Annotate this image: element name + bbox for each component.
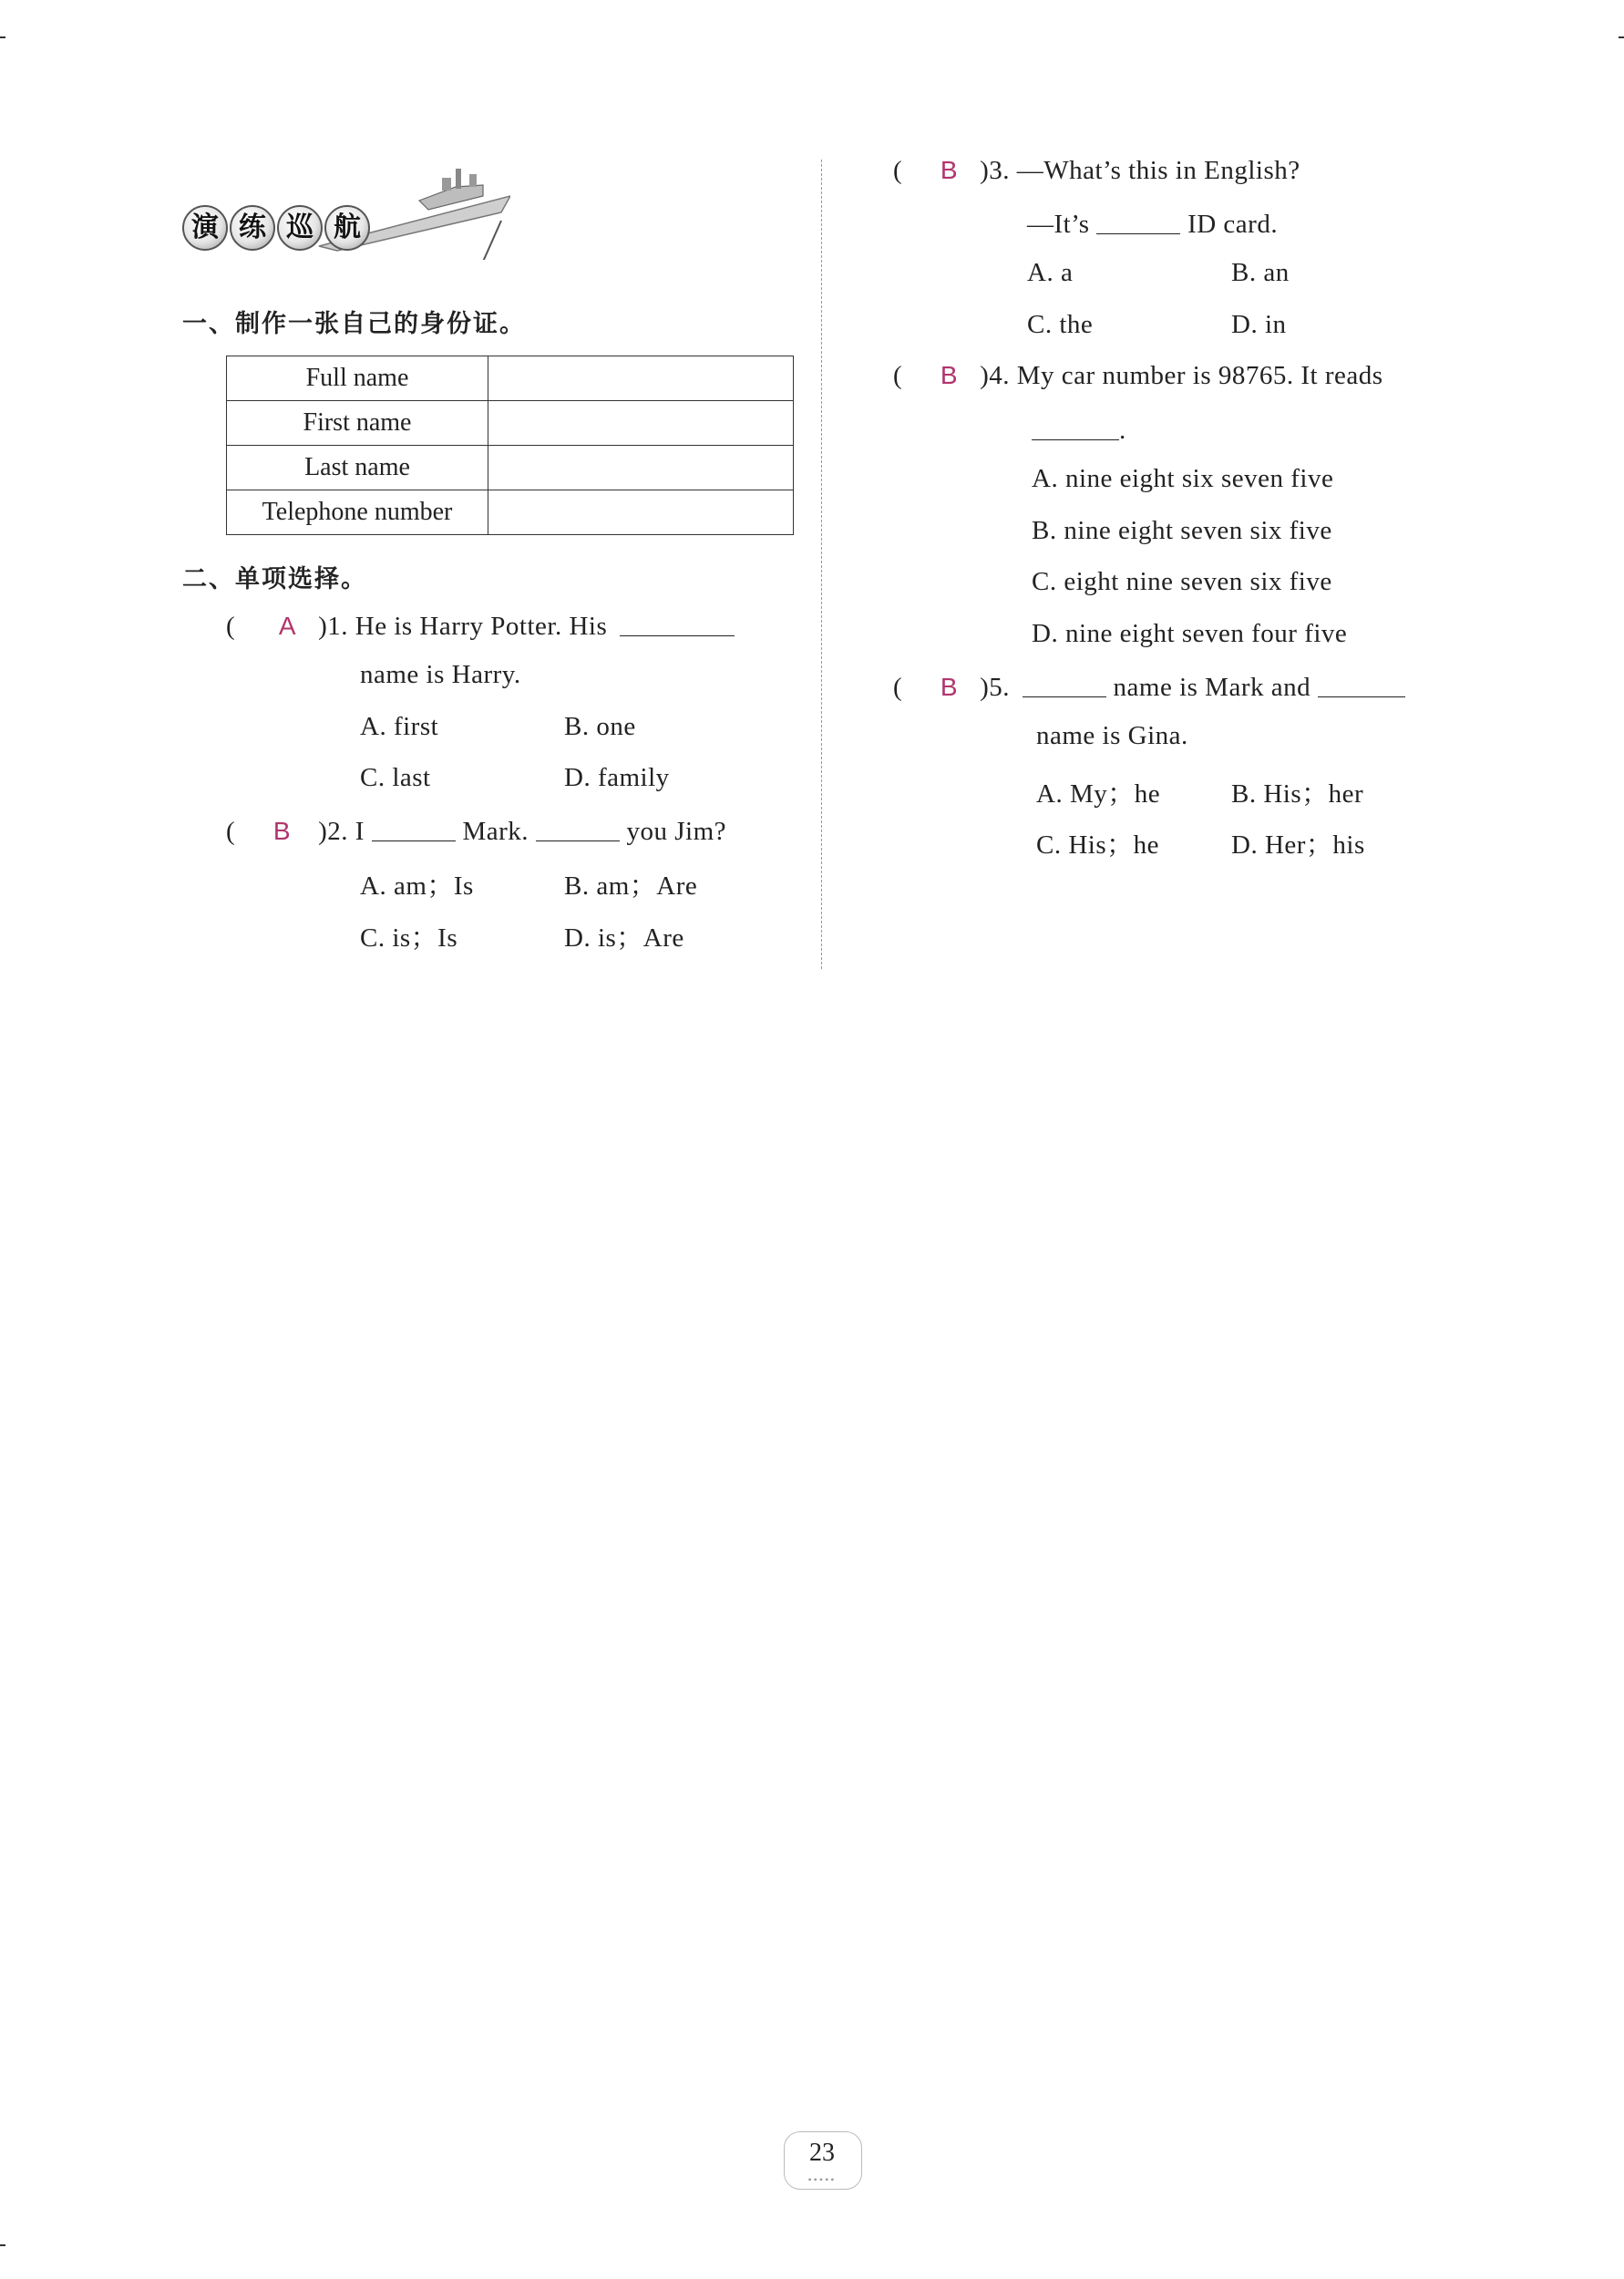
- banner-char-3: 巡: [277, 205, 323, 251]
- q5-option-d[interactable]: D. Her；his: [1231, 830, 1365, 860]
- paren-open: (: [226, 817, 236, 846]
- q5-text: name is Mark and: [1113, 673, 1311, 702]
- q1-text: )1. He is Harry Potter. His: [318, 612, 608, 641]
- section-2-title: 二、单项选择。: [182, 565, 367, 593]
- paren-open: (: [893, 156, 903, 185]
- q3-option-c[interactable]: C. the: [1027, 310, 1094, 339]
- row-label-first-name: First name: [227, 401, 488, 446]
- banner-char-1: 演: [182, 205, 228, 251]
- paren-open: (: [893, 361, 903, 390]
- table-row: [227, 490, 794, 535]
- q3-option-d[interactable]: D. in: [1231, 310, 1287, 339]
- paren-open: (: [226, 612, 236, 641]
- q4-option-d[interactable]: D. nine eight seven four five: [1032, 619, 1348, 648]
- q1-option-a[interactable]: A. first: [360, 712, 439, 741]
- page-number-dots: •••••: [807, 2173, 837, 2186]
- crop-mark-bl: [0, 2244, 5, 2246]
- q3-text: )3. —What’s this in English?: [980, 156, 1300, 185]
- q2-option-b[interactable]: B. am；Are: [564, 871, 698, 901]
- q5-option-c[interactable]: C. His；he: [1036, 830, 1160, 860]
- q2-option-d[interactable]: D. is；Are: [564, 923, 684, 953]
- q2-text-3: you Jim?: [626, 817, 727, 846]
- row-label-last-name: Last name: [227, 446, 488, 490]
- q5-answer: B: [940, 673, 959, 701]
- paren-open: (: [893, 673, 903, 702]
- q5-blank-1[interactable]: [1023, 670, 1106, 697]
- q2-option-a[interactable]: A. am；Is: [360, 871, 474, 901]
- q1-text-cont: name is Harry.: [360, 660, 521, 689]
- q3-blank[interactable]: [1096, 207, 1180, 234]
- q3-answer: B: [940, 156, 959, 184]
- q4-blank[interactable]: [1032, 413, 1119, 440]
- q4-option-c[interactable]: C. eight nine seven six five: [1032, 567, 1332, 596]
- q3-option-a[interactable]: A. a: [1027, 258, 1074, 287]
- q5-text-cont: name is Gina.: [1036, 721, 1188, 750]
- page-number: [773, 2129, 871, 2193]
- crop-mark-tl: [0, 36, 5, 38]
- q1-option-d[interactable]: D. family: [564, 763, 670, 792]
- table-row: [227, 356, 794, 401]
- q4-option-b[interactable]: B. nine eight seven six five: [1032, 516, 1332, 545]
- q5-blank-2[interactable]: [1318, 670, 1405, 697]
- q3-option-b[interactable]: B. an: [1231, 258, 1290, 287]
- banner-char-4: 航: [324, 205, 370, 251]
- q2-text-1: )2. I: [318, 817, 365, 846]
- q3-text-end: ID card.: [1187, 210, 1279, 239]
- q4-option-a[interactable]: A. nine eight six seven five: [1032, 464, 1334, 493]
- full-name-field[interactable]: [488, 356, 794, 401]
- banner-char-2: 练: [230, 205, 275, 251]
- q2-text-2: Mark.: [462, 817, 529, 846]
- q1-option-b[interactable]: B. one: [564, 712, 636, 741]
- telephone-field[interactable]: [488, 490, 794, 535]
- row-label-telephone: Telephone number: [227, 490, 488, 535]
- column-divider: [821, 160, 822, 969]
- q1-option-c[interactable]: C. last: [360, 763, 431, 792]
- table-row: [227, 446, 794, 490]
- table-row: [227, 401, 794, 446]
- q2-answer: B: [272, 817, 292, 845]
- q4-text-end: .: [1119, 416, 1126, 445]
- q5-label: )5.: [980, 673, 1011, 702]
- q2-option-c[interactable]: C. is；Is: [360, 923, 458, 953]
- q5-option-b[interactable]: B. His；her: [1231, 779, 1364, 809]
- q1-blank[interactable]: [620, 609, 735, 636]
- q4-answer: B: [940, 361, 959, 389]
- section-1-title: 一、制作一张自己的身份证。: [182, 310, 526, 338]
- q3-text-cont: —It’s: [1027, 210, 1090, 239]
- last-name-field[interactable]: [488, 446, 794, 490]
- q2-blank-1[interactable]: [372, 814, 456, 841]
- first-name-field[interactable]: [488, 401, 794, 446]
- id-card-table: [226, 356, 794, 535]
- q1-answer: A: [278, 612, 297, 640]
- q4-text: )4. My car number is 98765. It reads: [980, 361, 1383, 390]
- crop-mark-tr: [1619, 36, 1624, 38]
- q5-option-a[interactable]: A. My；he: [1036, 779, 1161, 809]
- row-label-full-name: Full name: [227, 356, 488, 401]
- section-banner: [182, 205, 372, 251]
- q2-blank-2[interactable]: [536, 814, 620, 841]
- page-number-value: 23: [809, 2139, 835, 2167]
